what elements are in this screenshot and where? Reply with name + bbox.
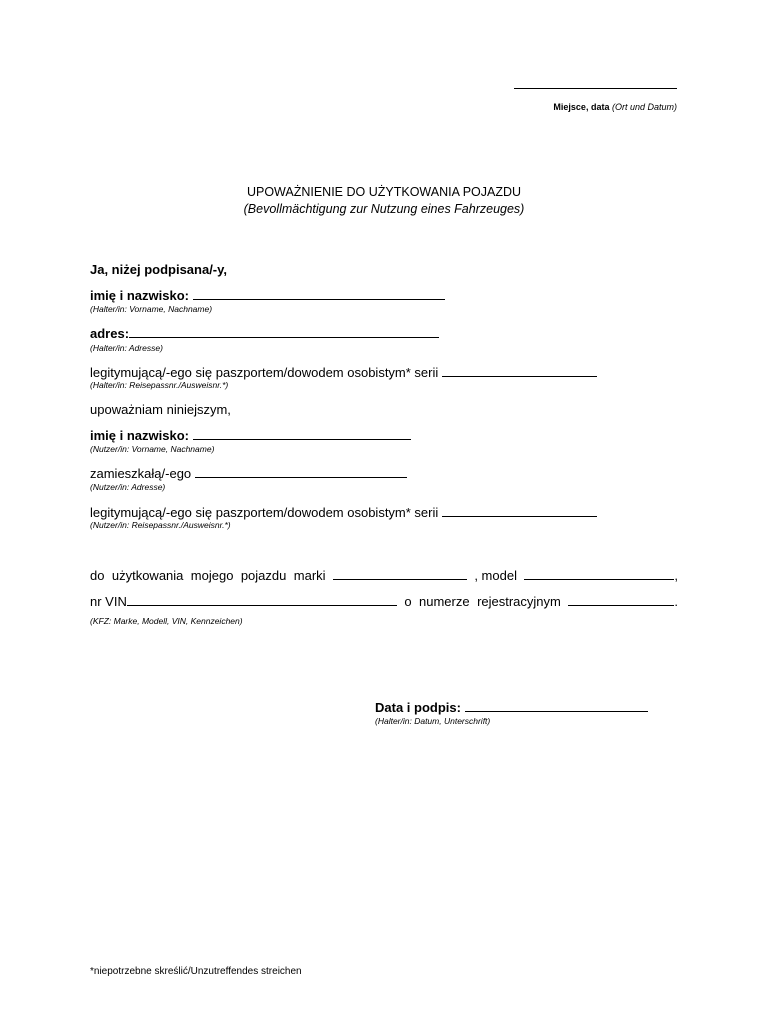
holder-name-row	[90, 287, 445, 303]
intro-text: Ja, niżej podpisana/-y,	[90, 262, 228, 277]
user-name-note: (Nutzer/in: Vorname, Nachname)	[90, 444, 215, 454]
vehicle-line-1	[90, 567, 678, 583]
signature-note: (Halter/in: Datum, Unterschrift)	[375, 716, 491, 726]
vehicle-note: (KFZ: Marke, Modell, VIN, Kennzeichen)	[90, 616, 243, 626]
user-address-field[interactable]	[195, 465, 407, 478]
footnote: *niepotrzebne skreślić/Unzutreffendes streichen	[90, 966, 302, 977]
place-date-label: Miejsce, data	[553, 102, 610, 112]
vehicle-line1-end: ,	[674, 568, 678, 583]
user-name-row	[90, 427, 411, 443]
user-id-label: legitymującą/-ego się paszportem/dowodem osobistym* serii	[90, 505, 439, 520]
vehicle-registration-field[interactable]	[568, 593, 674, 606]
user-name-field[interactable]	[193, 427, 411, 440]
holder-address-label: adres:	[90, 326, 130, 341]
vehicle-word: numerze	[419, 594, 470, 609]
vehicle-word: użytkowania	[111, 568, 184, 583]
vehicle-word: do	[90, 568, 105, 583]
user-id-field[interactable]	[442, 504, 597, 517]
user-address-label: zamieszkałą/-ego	[90, 466, 192, 481]
user-id-row	[90, 504, 597, 520]
vehicle-line2-end: .	[674, 594, 678, 609]
document-subtitle: (Bevollmächtigung zur Nutzung eines Fahrzeuges)	[243, 202, 525, 216]
vehicle-word: rejestracyjnym	[477, 594, 561, 609]
vehicle-line-2	[90, 593, 678, 609]
vehicle-word: o	[404, 594, 412, 609]
vehicle-vin-field[interactable]	[127, 593, 397, 606]
user-address-row	[90, 465, 407, 481]
signature-field[interactable]	[465, 699, 648, 712]
vehicle-model-label: , model	[474, 568, 517, 583]
holder-address-note: (Halter/in: Adresse)	[90, 343, 163, 353]
holder-id-row	[90, 364, 597, 380]
holder-address-field[interactable]	[129, 325, 439, 338]
user-id-note: (Nutzer/in: Reisepassnr./Ausweisnr.*)	[90, 520, 231, 530]
holder-name-field[interactable]	[193, 287, 445, 300]
signature-label: Data i podpis:	[375, 700, 461, 715]
holder-id-label: legitymującą/-ego się paszportem/dowodem osobistym* serii	[90, 365, 439, 380]
place-date-label-de: (Ort und Datum)	[611, 102, 677, 112]
place-date-line[interactable]	[514, 88, 677, 89]
place-date-caption	[514, 102, 677, 112]
vehicle-vin-label: nr VIN	[90, 594, 127, 609]
document-title: UPOWAŻNIENIE DO UŻYTKOWANIA POJAZDU	[246, 185, 522, 199]
vehicle-model-field[interactable]	[524, 567, 674, 580]
holder-id-note: (Halter/in: Reisepassnr./Ausweisnr.*)	[90, 380, 229, 390]
holder-name-label: imię i nazwisko:	[90, 288, 189, 303]
vehicle-make-field[interactable]	[333, 567, 467, 580]
vehicle-word: marki	[293, 568, 326, 583]
holder-address-row	[90, 325, 439, 341]
user-address-note: (Nutzer/in: Adresse)	[90, 482, 166, 492]
vehicle-word: mojego	[190, 568, 234, 583]
holder-id-field[interactable]	[442, 364, 597, 377]
holder-name-note: (Halter/in: Vorname, Nachname)	[90, 304, 213, 314]
user-name-label: imię i nazwisko:	[90, 428, 189, 443]
signature-row	[375, 699, 648, 715]
vehicle-word: pojazdu	[240, 568, 287, 583]
authorize-text: upoważniam niniejszym,	[90, 402, 231, 417]
